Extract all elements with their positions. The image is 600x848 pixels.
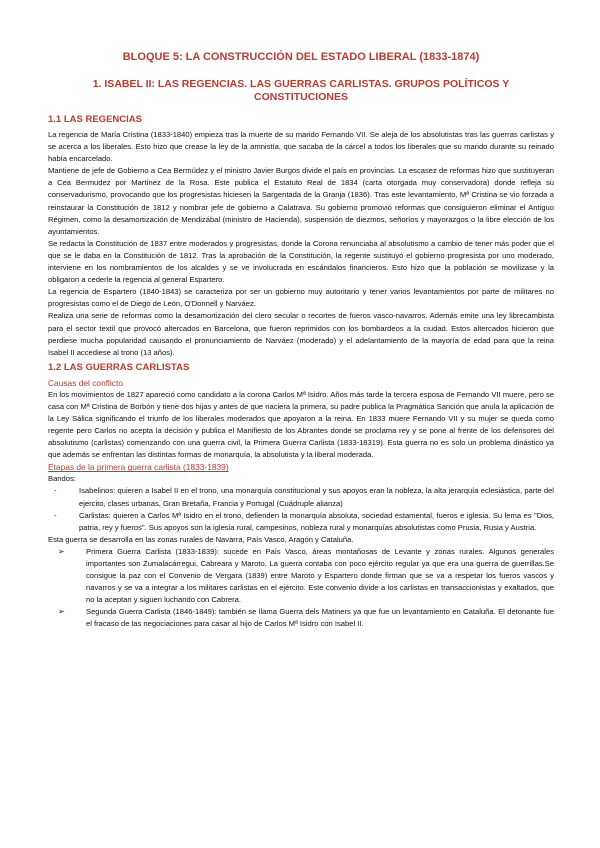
sides-list (48, 485, 554, 533)
page-subtitle: 1. ISABEL II: LAS REGENCIAS. LAS GUERRAS CARLISTAS. GRUPOS POLÍTICOS Y CONSTITUCIONES (92, 78, 510, 103)
list-item-text: Isabelinos: quieren a Isabel II en el trono, una monarquía constitucional y sus apoyos eran la nobleza, la alta jerarquía eclesiástica, parte del ejercito, clases urbanas, Gran Bretaña, Francia y Portugal (Cuádruple alianza) (79, 486, 554, 508)
list-item (48, 606, 554, 630)
page-title: BLOQUE 5: LA CONSTRUCCIÓN DEL ESTADO LIBERAL (1833-1874) (122, 51, 480, 63)
arrow-bullet-icon: ➢ (58, 607, 65, 617)
dash-bullet: - (54, 486, 57, 496)
paragraph: La regencia de María Cristina (1833-1840) empieza tras la muerte de su marido Fernando VII. Se aleja de los absolutistas tras las guerras carlistas y se acerca a los liberales. Esto hizo que crease la ley de la amnistía, que sacaba de la cárcel a todos los liberales que su marido durante su reinado había encarcelado. (48, 130, 554, 164)
list-item-text: Primera Guerra Carlista (1833-1839): sucede en País Vasco, áreas montañosas de Levante y zonas rurales. Algunos generales importantes son Zumalacárregui, Cabreara y Maroto. La guerra contaba con poco ejército regular ya que era una guerra de guerrillas.Se consigue la paz con el Convenio de Vergara (1839) entre Maroto y Espartero donde firman que se va a respetar los fueros vascos y navarros y se va a integrar a los militares carlistas en el ejército. Este convenio divide a los carlistas en transaccionistas y exaltados, que no la aceptan y siguen luchando con Cabrera. (86, 546, 554, 605)
subheading-stages: Etapas de la primera guerra carlista (1833-1839) (48, 462, 229, 473)
list-item (48, 510, 554, 534)
paragraph: Esta guerra se desarrolla en las zonas rurales de Navarra, País Vasco, Aragón y Cataluña. (48, 534, 354, 544)
document-page (48, 50, 554, 631)
list-item-text: Segunda Guerra Carlista (1846-1849): también se llama Guerra dels Matiners ya que fue un levantamiento en Cataluña. El detonante fue el fracaso de las negociaciones para casar al hijo de Carlos Mª Isidro con Isabel II. (86, 607, 554, 629)
paragraph: Realiza una serie de reformas como la desamortización del clero secular o recortes de fueros vasco-navarros. Además emite una ley librecambista para el sector textil que provocó altercados en Barcelona, que fueron reprimidos con los bombardeos a la ciudad. Estos altercados hicieron que perdiese mucha popularidad causando el pronunciamiento de Narváez (moderado) y el adelantamiento de la mayoría de edad para que la reina Isabel II accediese al trono (13 años). (48, 311, 554, 357)
list-item-text: Carlistas: quieren a Carlos Mª Isidro en el trono, defienden la monarquía absoluta, sociedad estamental, fueros e iglesia. Su lema es "Dios, patria, rey y fueros". Sus apoyos son la iglesia rural, campesinos, nobleza rural y monarquías absolutistas como Prusia, Rusia y Austria. (79, 510, 554, 532)
paragraph: Se redacta la Constitución de 1837 entre moderados y progresistas, donde la Corona renunciaba al absolutismo a cambio de tener más poder que el que se le daba en la Constitución de 1812. Tras la aprobación de la Constitución, la regente sustituyó el gobierno progresista por uno moderado, interviene en los nombramientos de los alcaldes y se ve involucrada en escándalos financieros. Esto hizo que la población se movilizase y la obligaron a cederle la regencia al general Espartero. (48, 238, 554, 285)
subheading-causes: Causas del conflicto (48, 377, 123, 388)
arrow-bullet-icon: ➢ (58, 546, 65, 556)
section-heading-guerras-carlistas: 1.2 LAS GUERRAS CARLISTAS (48, 361, 190, 373)
paragraph: En los movimientos de 1827 apareció como candidato a la corona Carlos Mª Isidro. Años más tarde la tercera esposa de Fernando VII muere, pero se casa con Mª Cristina de Borbón y tiene dos hijas y antes de que naciera la primera, su padre publica la Pragmática Sanción que anula la aplicación de la Ley Sálica significando el triunfo de los liberales moderados que apoyaron a la reina. En 1833 muere Fernando VII y su mujer se queda como regente pero Carlos no acepta la decisión y publica el Manifiesto de los Abrantes donde se proclama rey y se pone al frente de los defensores del absolutismo (carlistas) comenzando con una guerra civil, la Primera Guerra Carlista (1833-18319). Esta guerra no es solo un problema dinástico ya que además se enfrentan las distintas formas de monarquía, la absolutista y la liberal moderada. (48, 389, 554, 460)
section-heading-regencias: 1.1 LAS REGENCIAS (48, 114, 142, 125)
sides-label: Bandos: (48, 474, 76, 484)
dash-bullet: - (54, 510, 57, 520)
wars-list (48, 546, 554, 631)
list-item (48, 485, 554, 509)
list-item (48, 546, 554, 606)
paragraph: La regencia de Espartero (1840-1843) se caracteriza por ser un gobierno muy autoritario y tener varios levantamientos por parte de militares no progresistas como el de Diego de León, O'Donnell y Narváez. (48, 287, 554, 309)
paragraph: Mantiene de jefe de Gobierno a Cea Bermúdez y el ministro Javier Burgos divide el país en provincias. La escasez de reformas hizo que sustituyeran a Cea Bermudez por Martínez de la Rosa. Este publica el Estatuto Real de 1834 (carta otorgada muy conservadora) donde refleja su conservadurismo, provocando que los progresistas hiciesen la Sargentada de la Granja (1836). Tras este levantamiento, Mª Cristina se vio forzada a reinstaurar la Constitución de 1812 y nombrar jefe de gobierno a Calatrava. Su gobierno promovió reformas que consiguieron eliminar el Antiguo Régimen, como la desamortización de Mendizábal (ministro de Hacienda), suspensión de diezmos, señoríos y mayorazgos o la libre elección de los ayuntamientos. (48, 166, 554, 236)
